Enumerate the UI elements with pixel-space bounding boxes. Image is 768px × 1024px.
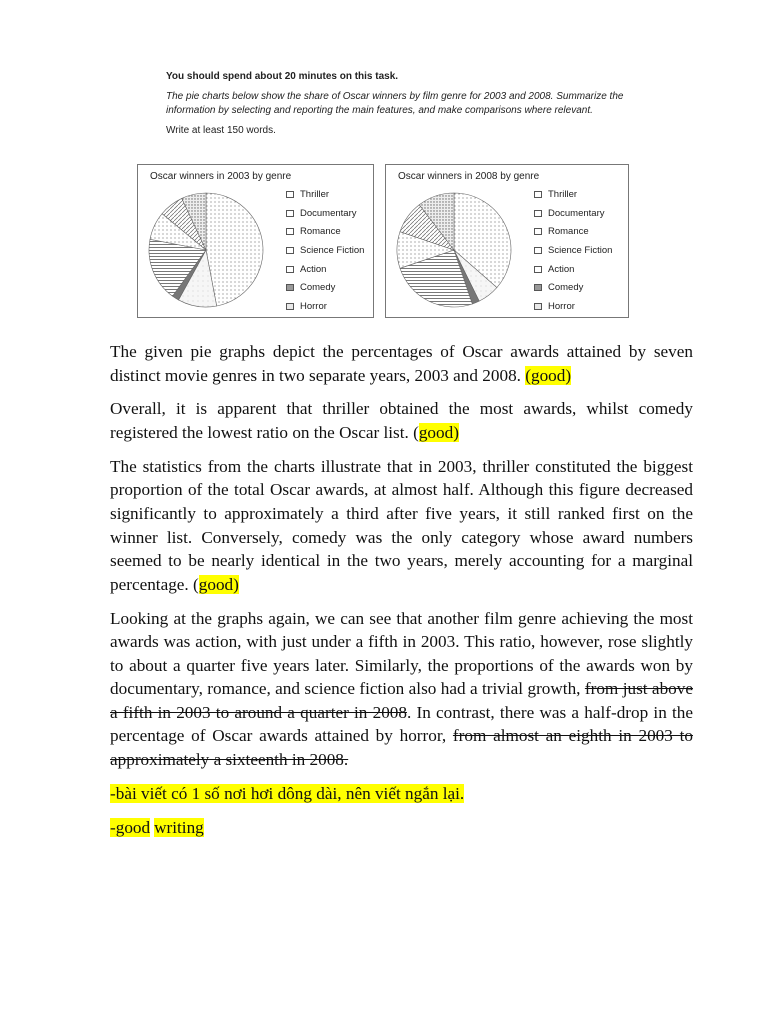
task-time-line: You should spend about 20 minutes on this task. (166, 71, 399, 82)
strikethrough-text: from almost an eighth in 2003 to approximately a sixteenth in 2008. (110, 726, 693, 770)
task-word-limit: Write at least 150 words. (166, 125, 276, 136)
legend-label: Documentary (300, 207, 357, 219)
chart-title-2003: Oscar winners in 2003 by genre (150, 171, 292, 182)
legend-item (286, 278, 364, 297)
teacher-comment-2 (110, 816, 693, 840)
pie-chart-2003 (146, 189, 272, 313)
legend-label: Horror (300, 300, 327, 312)
legend-item (534, 222, 612, 241)
legend-item (286, 204, 364, 223)
legend-item (286, 260, 364, 279)
legend-label: Thriller (548, 188, 578, 200)
pie-chart-2008 (394, 189, 520, 313)
legend-item (286, 185, 364, 204)
legend-item (534, 241, 612, 260)
legend-swatch (286, 247, 294, 254)
legend-swatch (534, 303, 542, 310)
legend-label: Romance (300, 226, 341, 238)
pie-chart-2008-panel (385, 164, 629, 318)
pie-slice-thriller (206, 193, 263, 306)
essay-overview (110, 397, 693, 444)
legend-2008 (534, 185, 612, 316)
legend-item (286, 297, 364, 316)
chart-title-2008: Oscar winners in 2008 by genre (398, 171, 540, 182)
legend-item (534, 297, 612, 316)
legend-swatch (534, 284, 542, 291)
legend-label: Science Fiction (548, 244, 613, 256)
legend-label: Thriller (300, 188, 330, 200)
legend-item (286, 222, 364, 241)
legend-label: Action (300, 263, 327, 275)
comment-highlight: -good (110, 817, 151, 837)
strikethrough-text: from just above a fifth in 2003 to around a quarter in 2008 (110, 679, 693, 722)
legend-swatch (286, 266, 294, 273)
essay-body-1 (110, 455, 693, 597)
essay-intro-text: The given pie graphs depict the percentages of Oscar awards attained by seven distinct movie genres in two separate years, 2003 and 2008. (110, 342, 693, 385)
legend-swatch (286, 228, 294, 235)
legend-label: Action (548, 263, 575, 275)
pie-chart-2003-panel (137, 164, 374, 318)
legend-label: Romance (548, 226, 589, 238)
legend-swatch (534, 266, 542, 273)
legend-swatch (534, 228, 542, 235)
legend-item (534, 204, 612, 223)
task-instructions: The pie charts below show the share of Oscar winners by film genre for 2003 and 2008. Summarize the information by selecting and reporting the main features, and make comparisons where relevant. (166, 91, 624, 116)
legend-item (534, 185, 612, 204)
essay-intro (110, 340, 693, 387)
essay (110, 340, 693, 849)
legend-swatch (534, 210, 542, 217)
legend-label: Science Fiction (300, 244, 365, 256)
essay-body-2-text: Looking at the graphs again, we can see that another film genre achieving the most awards was action, with just under a fifth in 2003. This ratio, however, rose slightly to about a quarter five years later. Similarly, the proportions of the awards won by documentary, romance, and science fiction also had a trivial growth, (110, 608, 693, 699)
legend-swatch (534, 247, 542, 254)
feedback-highlight: good) (198, 574, 239, 594)
task-prompt (166, 70, 636, 138)
legend-item (534, 278, 612, 297)
essay-overview-text: Overall, it is apparent that thriller obtained the most awards, whilst comedy registered the lowest ratio on the Oscar list. ( (110, 399, 693, 442)
comment-highlight: writing (154, 817, 204, 837)
legend-swatch (286, 284, 294, 291)
legend-label: Documentary (548, 207, 605, 219)
legend-2003 (286, 185, 364, 316)
essay-body-2 (110, 607, 693, 772)
legend-swatch (286, 210, 294, 217)
legend-swatch (286, 303, 294, 310)
legend-swatch (534, 191, 542, 198)
legend-item (286, 241, 364, 260)
legend-label: Horror (548, 300, 575, 312)
legend-label: Comedy (300, 282, 336, 294)
comment-highlight: -bài viết có 1 số nơi hơi dông dài, nên viết ngắn lại. (110, 783, 465, 803)
legend-item (534, 260, 612, 279)
legend-swatch (286, 191, 294, 198)
essay-body-1-text: The statistics from the charts illustrate that in 2003, thriller constituted the biggest proportion of the total Oscar awards, at almost half. Although this figure decreased significantly to approximately a third after five years, it still ranked first on the winner list. Conversely, comedy was the only category whose award numbers seemed to be nearly identical in the two years, merely accounting for a marginal percentage. ( (110, 456, 693, 594)
essay-body-2-text-cont: . In contrast, there was a half-drop in the percentage of Oscar awards attained by horror, (110, 702, 693, 746)
feedback-highlight: (good) (525, 365, 572, 385)
legend-label: Comedy (548, 282, 584, 294)
teacher-comment-1 (110, 782, 693, 806)
feedback-highlight: good) (418, 422, 459, 442)
